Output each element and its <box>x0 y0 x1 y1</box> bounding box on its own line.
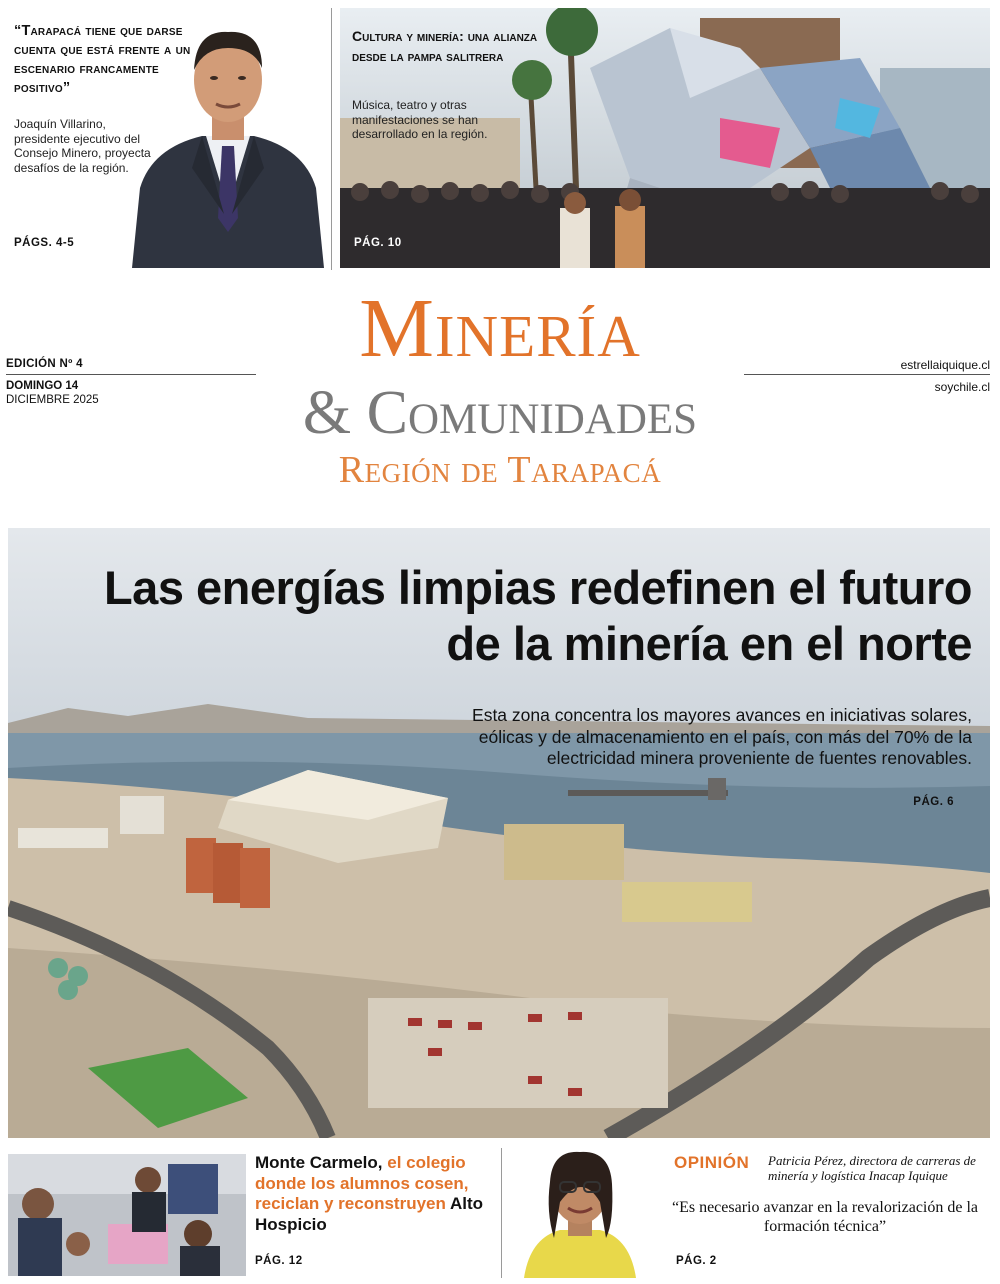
school-students-photo[interactable] <box>8 1154 246 1276</box>
interview-quote: “Tarapacá tiene que darse cuenta que está frente a un escenario francamente positivo” <box>14 23 191 96</box>
masthead-title-comunidades: & Comunidades <box>302 379 698 447</box>
opinion-quote[interactable]: “Es necesario avanzar en la revalorización de la formación técnica” <box>671 1199 979 1235</box>
column-divider-bottom <box>501 1148 502 1278</box>
school-highlight: el colegio donde los alumnos cosen, reciclan y reconstruyen <box>255 1153 469 1213</box>
main-headline[interactable]: Las energías limpias redefinen el futuro de la minería en el norte <box>103 561 972 670</box>
masthead-title-mineria: Minería <box>359 282 641 375</box>
column-divider <box>331 8 332 270</box>
masthead-region: Región de Tarapacá <box>338 449 662 491</box>
columnist-portrait-photo <box>516 1142 644 1278</box>
issue-day: DOMINGO 14 <box>6 380 79 392</box>
culture-caption: Música, teatro y otras manifestaciones se han desarrollado en la región. <box>352 98 488 141</box>
school-headline[interactable] <box>255 1153 495 1235</box>
main-deck: Esta zona concentra los mayores avances en iniciativas solares, eólicas y de almacenamiento en el país, con más del 70% de la electricidad minera proveniente de fuentes renovables. <box>472 705 972 768</box>
website-link-estrella[interactable]: estrellaiquique.cl <box>900 358 990 372</box>
interview-page-ref: PÁGS. 4-5 <box>14 237 75 249</box>
interview-teaser[interactable] <box>0 0 328 268</box>
opinion-section-label: OPINIÓN <box>674 1153 750 1172</box>
opinion-page-ref: PÁG. 2 <box>676 1255 717 1267</box>
school-page-ref: PÁG. 12 <box>255 1255 303 1267</box>
masthead-rule-left <box>6 374 256 375</box>
main-page-ref: PÁG. 6 <box>913 796 954 808</box>
school-place: Alto Hospicio <box>255 1194 484 1234</box>
edition-number: EDICIÓN Nº 4 <box>6 358 83 370</box>
issue-month-year: DICIEMBRE 2025 <box>6 394 99 406</box>
culture-headline: Cultura y minería: una alianza desde la pampa salitrera <box>352 28 538 64</box>
masthead-rule-right <box>744 374 990 375</box>
website-link-soychile[interactable]: soychile.cl <box>934 380 990 394</box>
school-name: Monte Carmelo, <box>255 1153 383 1172</box>
culture-page-ref: PÁG. 10 <box>354 237 402 249</box>
interview-caption: Joaquín Villarino, presidente ejecutivo del Consejo Minero, proyecta desafíos de la región. <box>14 117 151 175</box>
opinion-author: Patricia Pérez, directora de carreras de minería y logística Inacap Iquique <box>768 1153 976 1183</box>
